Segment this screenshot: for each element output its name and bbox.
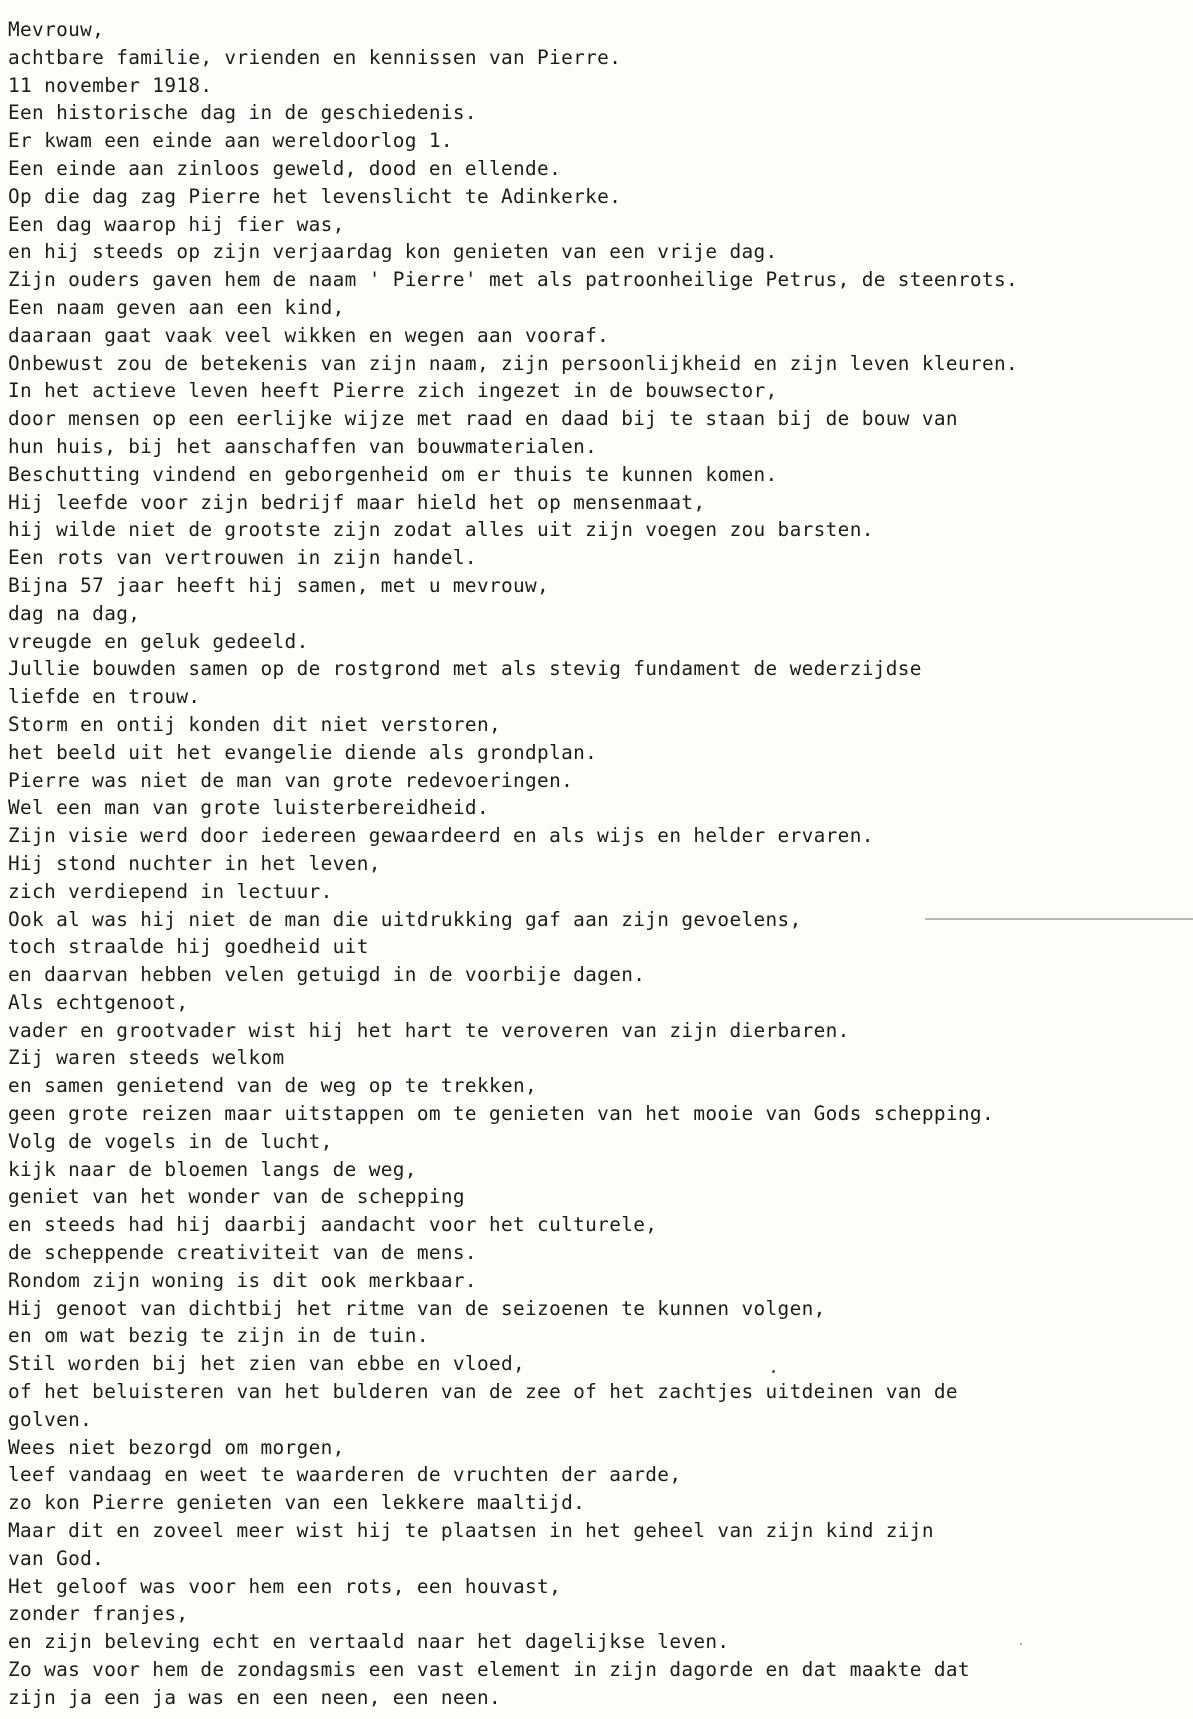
text-line: en samen genietend van de weg op te trekken, (8, 1074, 538, 1098)
text-line: zich verdiepend in lectuur. (8, 879, 333, 903)
text-line: Zo was voor hem de zondagsmis een vast element in zijn dagorde en dat maakte dat (8, 1658, 970, 1682)
text-line: Wel een man van grote luisterbereidheid. (8, 796, 489, 820)
typed-text-body (8, 16, 1188, 1712)
text-line: zo kon Pierre genieten van een lekkere maaltijd. (8, 1491, 586, 1515)
text-line: Volg de vogels in de lucht, (8, 1129, 333, 1153)
text-line: Hij stond nuchter in het leven, (8, 851, 381, 875)
text-line: het beeld uit het evangelie diende als grondplan. (8, 740, 598, 764)
text-line: hij wilde niet de grootste zijn zodat alles uit zijn voegen zou barsten. (8, 518, 874, 542)
scan-speck (772, 1370, 775, 1373)
text-line: golven. (8, 1407, 93, 1431)
text-line: zijn ja een ja was en een neen, een neen. (8, 1685, 501, 1709)
text-line: en zijn beleving echt en vertaald naar het dagelijkse leven. (8, 1630, 730, 1654)
text-line: vader en grootvader wist hij het hart te veroveren van zijn dierbaren. (8, 1018, 850, 1042)
text-line: Wees niet bezorgd om morgen, (8, 1435, 345, 1459)
text-line: In het actieve leven heeft Pierre zich ingezet in de bouwsector, (8, 379, 778, 403)
text-line: Jullie bouwden samen op de rostgrond met als stevig fundament de wederzijdse (8, 657, 922, 681)
text-line: Op die dag zag Pierre het levenslicht te Adinkerke. (8, 184, 622, 208)
text-line: Zijn visie werd door iedereen gewaardeerd en als wijs en helder ervaren. (8, 824, 874, 848)
text-line: en steeds had hij daarbij aandacht voor het culturele, (8, 1213, 658, 1237)
text-line: of het beluisteren van het bulderen van de zee of het zachtjes uitdeinen van de (8, 1380, 958, 1404)
text-line: Hij leefde voor zijn bedrijf maar hield het op mensenmaat, (8, 490, 706, 514)
text-line: Zij waren steeds welkom (8, 1046, 285, 1070)
text-line: Een naam geven aan een kind, (8, 295, 345, 319)
text-line: kijk naar de bloemen langs de weg, (8, 1157, 417, 1181)
text-line: Een einde aan zinloos geweld, dood en ellende. (8, 156, 562, 180)
text-line: en om wat bezig te zijn in de tuin. (8, 1324, 429, 1348)
text-line: Storm en ontij konden dit niet verstoren, (8, 712, 501, 736)
text-line: Een historische dag in de geschiedenis. (8, 101, 477, 125)
text-line: Zijn ouders gaven hem de naam ' Pierre' met als patroonheilige Petrus, de steenrots. (8, 268, 1019, 292)
text-line: Hij genoot van dichtbij het ritme van de seizoenen te kunnen volgen, (8, 1296, 826, 1320)
scan-speck (1020, 1643, 1022, 1645)
text-line: Onbewust zou de betekenis van zijn naam, zijn persoonlijkheid en zijn leven kleuren. (8, 351, 1019, 375)
text-line: geen grote reizen maar uitstappen om te genieten van het mooie van Gods schepping. (8, 1102, 994, 1126)
text-line: hun huis, bij het aanschaffen van bouwmaterialen. (8, 434, 598, 458)
text-line: de scheppende creativiteit van de mens. (8, 1241, 477, 1265)
text-line: Beschutting vindend en geborgenheid om er thuis te kunnen komen. (8, 462, 778, 486)
text-line: geniet van het wonder van de schepping (8, 1185, 465, 1209)
text-line: daaraan gaat vaak veel wikken en wegen aan vooraf. (8, 323, 610, 347)
text-line: Mevrouw, (8, 18, 105, 41)
text-line: Rondom zijn woning is dit ook merkbaar. (8, 1268, 477, 1292)
text-line: Er kwam een einde aan wereldoorlog 1. (8, 129, 453, 153)
text-line: Pierre was niet de man van grote redevoeringen. (8, 768, 574, 792)
text-line: en hij steeds op zijn verjaardag kon genieten van een vrije dag. (8, 240, 778, 264)
stray-pen-stroke (925, 918, 1193, 920)
text-line: en daarvan hebben velen getuigd in de voorbije dagen. (8, 963, 646, 987)
text-line: Bijna 57 jaar heeft hij samen, met u mevrouw, (8, 573, 550, 597)
text-line: Stil worden bij het zien van ebbe en vloed, (8, 1352, 526, 1376)
text-line: zonder franjes, (8, 1602, 189, 1626)
text-line: Ook al was hij niet de man die uitdrukking gaf aan zijn gevoelens, (8, 907, 802, 931)
text-line: dag na dag, (8, 601, 141, 625)
text-line: Als echtgenoot, (8, 990, 189, 1014)
text-line: door mensen op een eerlijke wijze met raad en daad bij te staan bij de bouw van (8, 407, 958, 431)
text-line: leef vandaag en weet te waarderen de vruchten der aarde, (8, 1463, 682, 1487)
text-line: 11 november 1918. (8, 73, 213, 97)
text-line: van God. (8, 1546, 105, 1570)
text-line: Een dag waarop hij fier was, (8, 212, 345, 236)
text-line: Maar dit en zoveel meer wist hij te plaatsen in het geheel van zijn kind zijn (8, 1519, 934, 1543)
text-line: liefde en trouw. (8, 685, 201, 709)
text-line: Het geloof was voor hem een rots, een houvast, (8, 1574, 562, 1598)
text-line: vreugde en geluk gedeeld. (8, 629, 309, 653)
text-line: achtbare familie, vrienden en kennissen van Pierre. (8, 45, 622, 69)
text-line: Een rots van vertrouwen in zijn handel. (8, 546, 477, 570)
text-line: toch straalde hij goedheid uit (8, 935, 369, 959)
